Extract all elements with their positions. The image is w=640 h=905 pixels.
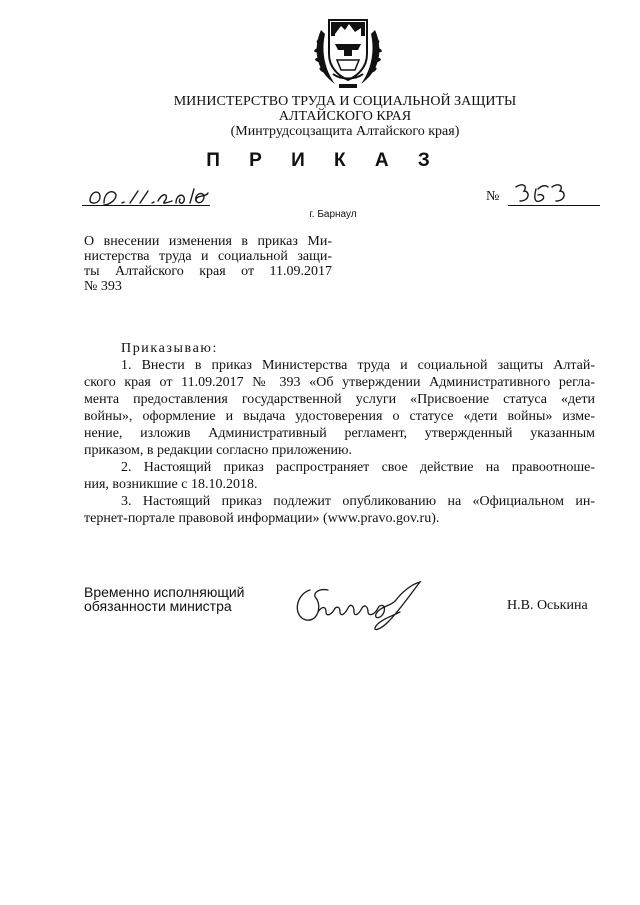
ministry-header: [120, 94, 570, 139]
number-underline: [508, 205, 600, 206]
signatory-position: [84, 585, 244, 613]
subject-line: О внесении изменения в приказ Ми-: [84, 234, 332, 249]
subject-line: ты Алтайского края от 11.09.2017: [84, 264, 332, 279]
signatory-name: Н.В. Оськина: [507, 598, 588, 613]
paragraph-3-line: 3. Настоящий приказ подлежит опубликованию на «Официальном ин-: [121, 494, 595, 509]
signatory-position-line2: обязанности министра: [84, 598, 232, 614]
paragraph-1-line: войны», оформление и выдача удостоверения о статусе «дети войны» изме-: [84, 409, 595, 424]
signatory-position-line1: Временно исполняющий: [84, 584, 245, 600]
document-type-title: П Р И К А З: [206, 150, 442, 171]
paragraph-2-line: ния, возникшие с 18.10.2018.: [84, 477, 258, 492]
ministry-name-line2: АЛТАЙСКОГО КРАЯ: [278, 109, 412, 124]
order-body: [84, 340, 595, 527]
paragraph-1-line: мента предоставления государственной услуги «Присвоение статуса «дети: [84, 392, 595, 407]
paragraph-1-line: ского края от 11.09.2017 № 393 «Об утверждении Административного регла-: [84, 375, 595, 390]
handwritten-number: [512, 177, 572, 207]
paragraph-1-line: нение, изложив Административный регламент, утвержденный указанным: [84, 426, 595, 441]
paragraph-1-line: 1. Внести в приказ Министерства труда и социальной защиты Алтай-: [121, 358, 595, 373]
subject-line: № 393: [84, 279, 122, 294]
ministry-name-line1: МИНИСТЕРСТВО ТРУДА И СОЦИАЛЬНОЙ ЗАЩИТЫ: [173, 94, 517, 109]
paragraph-3-line: тернет-портале правовой информации» (www.pravo.gov.ru).: [84, 511, 440, 526]
order-subject: [84, 234, 332, 294]
number-sign: №: [486, 189, 500, 204]
coat-of-arms-icon: [311, 10, 385, 94]
ministry-short-name: (Минтрудсоцзащита Алтайского края): [230, 124, 460, 139]
order-directive-word: Приказываю:: [121, 341, 218, 356]
subject-line: нистерства труда и социальной защи-: [84, 249, 332, 264]
paragraph-2-line: 2. Настоящий приказ распространяет свое действие на правоотноше-: [121, 460, 595, 475]
paragraph-1-line: приказом, в редакции согласно приложению.: [84, 443, 353, 458]
city-label: г. Барнаул: [309, 209, 357, 220]
handwritten-signature: [288, 576, 436, 638]
date-underline: [82, 205, 210, 206]
